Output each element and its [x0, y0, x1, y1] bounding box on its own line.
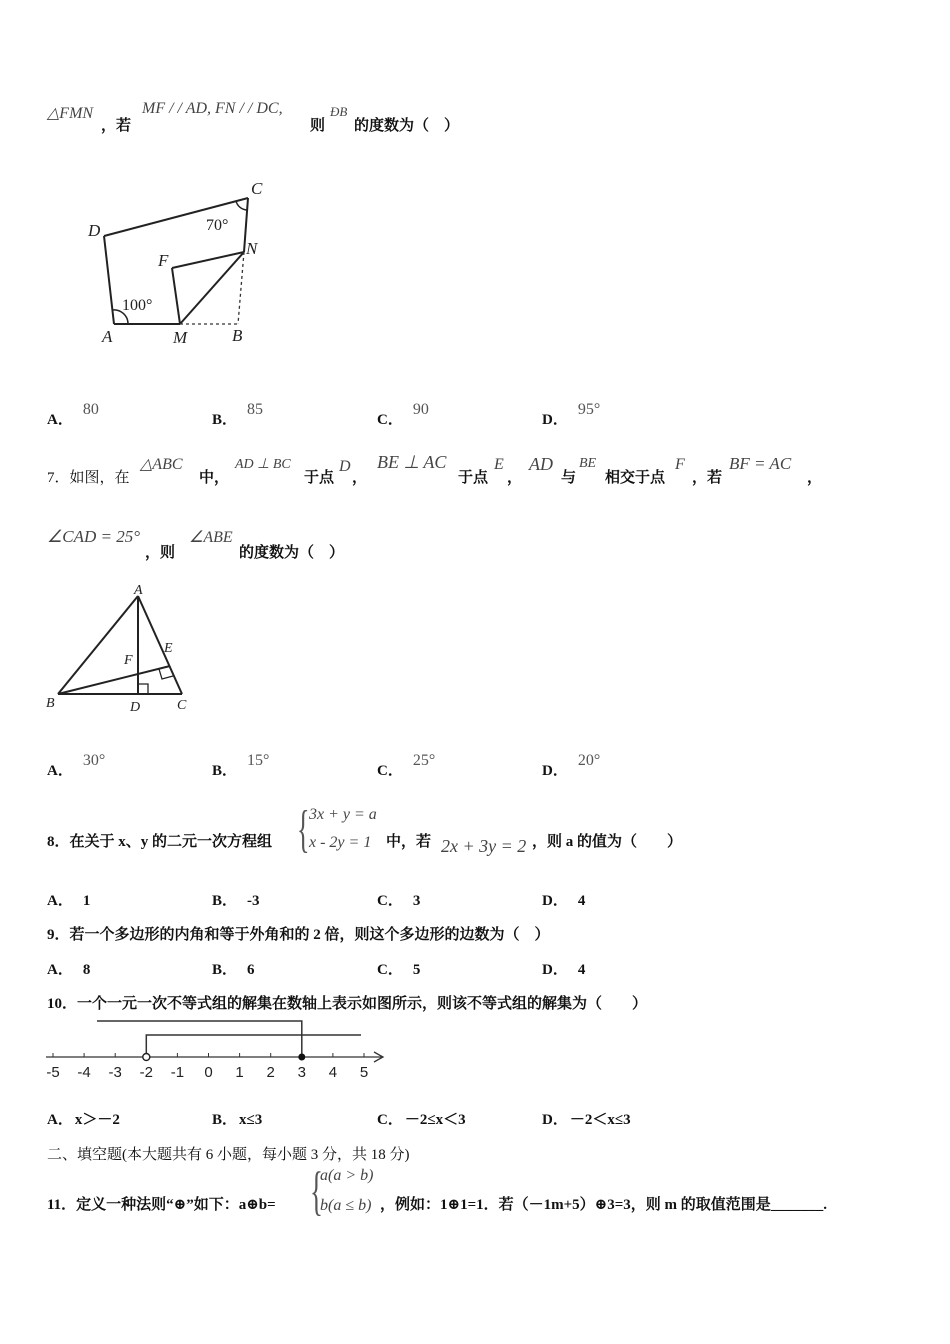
right-angle-d	[138, 684, 148, 694]
q6-option-b-value: 85	[247, 401, 264, 418]
q7-option-b[interactable]	[212, 752, 270, 780]
q6-option-a-value: 80	[82, 401, 99, 418]
q7-option-c-value: 25°	[412, 752, 436, 769]
q8-option-b[interactable]	[212, 889, 260, 910]
q9-option-d[interactable]	[542, 958, 585, 979]
q7-option-d[interactable]	[542, 752, 601, 780]
tick-label: 5	[359, 1064, 369, 1081]
q10-option-a[interactable]	[47, 1108, 120, 1129]
tick-label: -4	[77, 1064, 91, 1081]
tick-label: 2	[266, 1064, 275, 1081]
q7-stem-line1	[47, 452, 927, 486]
q6-option-b-label: B．	[212, 412, 238, 428]
q8-cond: 2x + 3y = 2	[441, 836, 527, 856]
q7-ad: AD	[529, 454, 553, 474]
q7-option-c-label: C．	[377, 763, 403, 779]
edge-ab	[58, 596, 138, 694]
section-2-title: 二、填空题(本大题共有 6 小题，每小题 3 分，共 18 分)	[47, 1147, 410, 1163]
tick-label: 4	[328, 1064, 338, 1081]
q8-mid: 中，若	[386, 834, 432, 850]
angle-c-arc	[236, 201, 247, 210]
q6-option-c-label: C．	[377, 412, 403, 428]
q9-option-c[interactable]	[377, 958, 420, 979]
q7-triangle: △ABC	[140, 456, 183, 473]
q7-angle-abe: ∠ABE	[189, 529, 233, 546]
q6-figure	[80, 170, 290, 350]
q7-xiangjiao: 相交于点	[605, 470, 666, 486]
q11-case1: a(a > b)	[320, 1167, 374, 1184]
q7-ze: ，则	[145, 545, 176, 561]
q6-option-a[interactable]	[47, 401, 99, 429]
q6-option-d-label: D．	[542, 412, 568, 428]
q7-tail: 的度数为（ ）	[239, 545, 345, 561]
q8-eq2: x - 2y = 1	[309, 834, 372, 851]
q7-option-d-label: D．	[542, 763, 568, 779]
q9-option-c-value: 5	[412, 962, 421, 978]
q7-point-f: F	[675, 456, 685, 473]
q7-yudian2: 于点	[458, 470, 489, 486]
q9-option-b-label: B．	[212, 962, 238, 978]
solution-ray-le-3	[97, 1021, 302, 1057]
q7-angle-cad: ∠CAD = 25°	[47, 527, 141, 546]
altitude-be	[58, 666, 170, 694]
q6-option-d-value: 95°	[577, 401, 601, 418]
q6-angle-b: ÐB	[330, 104, 348, 119]
q10-option-b[interactable]	[212, 1108, 262, 1129]
q6-option-b[interactable]	[212, 401, 264, 429]
q7-point-e: E	[494, 456, 504, 473]
q6-option-a-label: A．	[47, 412, 73, 428]
q11-stem	[47, 1161, 927, 1223]
label-b: B	[46, 696, 55, 711]
q10-option-d-label: D．	[542, 1112, 568, 1128]
label-f: F	[158, 251, 169, 270]
q6-option-d[interactable]	[542, 401, 601, 429]
q6-if: ，若	[101, 118, 132, 134]
q7-option-c[interactable]	[377, 752, 436, 780]
open-circle-neg2	[143, 1054, 150, 1061]
tick-label: -1	[170, 1064, 185, 1081]
q7-option-a[interactable]	[47, 752, 106, 780]
q8-stem	[47, 801, 927, 864]
q8-option-c-label: C．	[377, 893, 403, 909]
q11-brace: {	[310, 1161, 323, 1221]
q9-option-b-value: 6	[247, 962, 255, 978]
q8-eq1: 3x + y = a	[309, 806, 377, 823]
q8-option-a-label: A．	[47, 893, 73, 909]
q7-option-a-value: 30°	[82, 752, 106, 769]
q7-ruo: ，若	[692, 470, 723, 486]
q10-option-c[interactable]	[377, 1108, 466, 1129]
q8-option-b-label: B．	[212, 893, 238, 909]
q7-option-b-value: 15°	[247, 752, 270, 769]
q7-figure	[40, 580, 200, 720]
edge-mn	[180, 252, 244, 324]
q6-tail: 的度数为（ ）	[354, 118, 460, 134]
q10-option-d-value: －2＜x≤3	[569, 1112, 631, 1128]
q9-option-a[interactable]	[47, 958, 90, 979]
label-c: C	[251, 179, 263, 198]
label-f: F	[124, 653, 133, 668]
q8-option-c[interactable]	[377, 889, 420, 910]
q10-number-line	[40, 1015, 390, 1083]
dashed-nb	[238, 252, 244, 324]
q11-text: 11．定义一种法则“⊕”如下：a⊕b=	[47, 1197, 276, 1213]
q6-condition: MF / / AD, FN / / DC,	[142, 100, 283, 117]
q7-option-b-label: B．	[212, 763, 238, 779]
q9-stem: 9．若一个多边形的内角和等于外角和的 2 倍，则这个多边形的边数为（ ）	[47, 927, 550, 943]
label-m: M	[173, 328, 188, 347]
q7-perp1: AD ⊥ BC	[235, 457, 291, 472]
q11-case2: b(a ≤ b)	[320, 1197, 372, 1214]
q7-comma2: ，	[507, 470, 523, 486]
q7-zhong: 中，	[199, 470, 230, 486]
label-a: A	[102, 327, 113, 346]
q8-text: 8．在关于 x、y 的二元一次方程组	[47, 834, 273, 850]
q7-yudian1: 于点	[304, 470, 335, 486]
q10-option-b-label: B．	[212, 1112, 238, 1128]
label-a: A	[134, 583, 143, 598]
q7-num: 7．如图，在	[47, 470, 130, 486]
angle-a-label: 100°	[122, 297, 153, 314]
tick-label: -5	[46, 1064, 60, 1081]
closed-dot-3	[298, 1054, 305, 1061]
q7-comma1: ，	[352, 470, 368, 486]
label-e: E	[164, 641, 173, 656]
q7-stem-line2	[47, 525, 547, 559]
q10-option-c-label: C．	[377, 1112, 403, 1128]
q11-tail: ，例如：1⊕1=1．若（－1m+5）⊕3=3，则 m 的取值范围是_______.	[380, 1197, 828, 1213]
label-d: D	[130, 700, 141, 715]
q10-option-d[interactable]	[542, 1108, 631, 1129]
q8-option-c-value: 3	[412, 893, 421, 909]
edge-da	[104, 236, 114, 324]
label-n: N	[246, 239, 258, 258]
q7-comma3: ，	[807, 470, 823, 486]
edge-mf	[172, 268, 180, 324]
tick-label: 1	[235, 1064, 244, 1081]
q8-option-a[interactable]	[47, 889, 90, 910]
label-c: C	[177, 698, 187, 713]
q10-option-a-value: x＞－2	[74, 1112, 120, 1128]
q10-option-a-label: A．	[47, 1112, 73, 1128]
label-d: D	[88, 221, 101, 240]
q8-brace: {	[297, 801, 310, 858]
q9-option-d-value: 4	[577, 962, 586, 978]
solution-ray-gt-neg2	[146, 1035, 361, 1057]
q7-bf-eq-ac: BF = AC	[729, 454, 792, 473]
q6-option-c[interactable]	[377, 401, 429, 429]
q6-then: 则	[310, 118, 326, 134]
tick-label: 0	[204, 1064, 213, 1081]
tick-label: 3	[297, 1064, 306, 1081]
q8-option-d[interactable]	[542, 889, 585, 910]
q8-option-d-label: D．	[542, 893, 568, 909]
q7-option-d-value: 20°	[577, 752, 601, 769]
tick-label: -2	[139, 1064, 153, 1081]
q10-option-c-value: －2≤x＜3	[404, 1112, 466, 1128]
edge-ac	[138, 596, 182, 694]
q8-option-a-value: 1	[82, 893, 91, 909]
q9-option-c-label: C．	[377, 962, 403, 978]
q6-option-c-value: 90	[412, 401, 429, 418]
tick-label: -3	[108, 1064, 122, 1081]
q7-option-a-label: A．	[47, 763, 73, 779]
q10-option-b-value: x≤3	[239, 1112, 263, 1128]
q8-option-b-value: -3	[247, 893, 260, 909]
q7-yu: 与	[561, 470, 577, 486]
q10-stem: 10．一个一元一次不等式组的解集在数轴上表示如图所示，则该不等式组的解集为（ ）	[47, 996, 648, 1012]
q7-perp2: BE ⊥ AC	[377, 452, 447, 472]
q6-triangle: △FMN	[47, 105, 94, 122]
q9-option-d-label: D．	[542, 962, 568, 978]
label-b: B	[232, 326, 243, 345]
angle-c-label: 70°	[206, 217, 229, 234]
q8-tail: ，则 a 的值为（ ）	[532, 834, 683, 850]
q9-option-a-value: 8	[82, 962, 91, 978]
q7-point-d: D	[339, 458, 351, 475]
q8-option-d-value: 4	[577, 893, 586, 909]
q9-option-a-label: A．	[47, 962, 73, 978]
q9-option-b[interactable]	[212, 958, 255, 979]
q7-be: BE	[579, 456, 597, 471]
